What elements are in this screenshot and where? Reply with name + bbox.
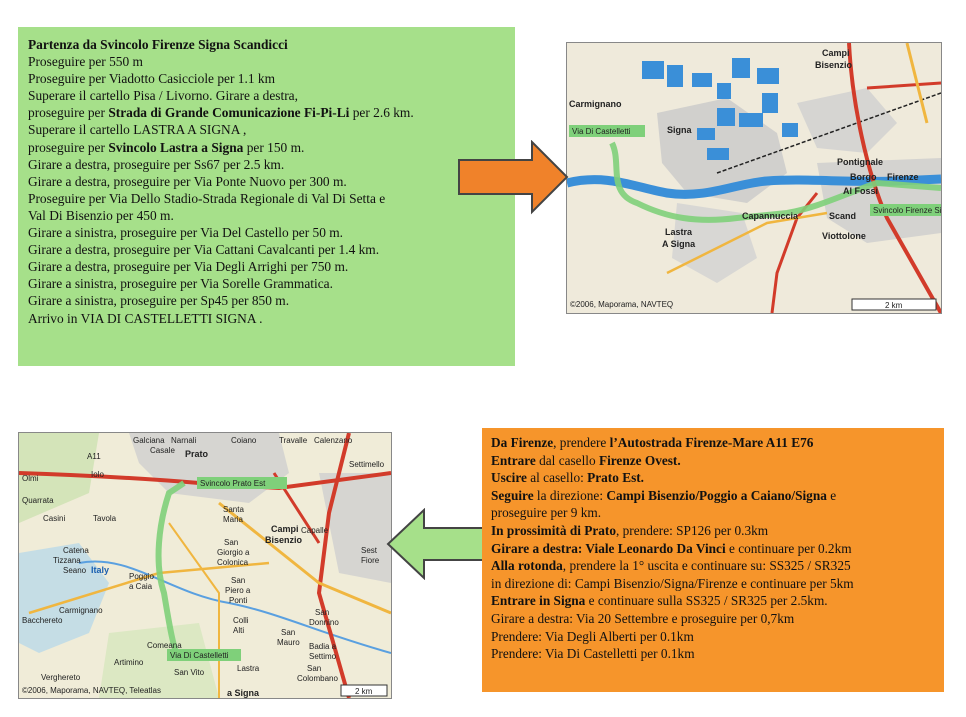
map-label: Firenze [887,172,919,182]
direction-text: e continuare sulla SS325 / SR325 per 2.5km. [585,593,828,609]
direction-text: Campi Bisenzio/Poggio a Caiano/Signa [606,487,827,503]
map-label: Galciana [133,436,165,445]
direction-text: per 2.6 km. [349,105,414,121]
direction-line [28,36,507,53]
map-signa [566,42,942,314]
map-label: Sest [361,546,378,555]
direction-text: Girare a destra, proseguire per Via Degli Arrighi per 750 m. [28,259,349,275]
direction-text: Prendere: Via Di Castelletti per 0.1km [491,646,695,662]
direction-text: la direzione: [533,487,607,503]
direction-line [28,241,507,258]
map-label: A Signa [662,239,696,249]
direction-text: Val Di Bisenzio per 450 m. [28,207,174,223]
map-label: Campi [822,48,850,58]
direction-text: Girare a sinistra, proseguire per Via Sorelle Grammatica. [28,276,333,292]
map-label: Prato [185,449,209,459]
map-scale: 2 km [885,301,903,310]
map-label: Iolo [91,470,104,479]
direction-text: Prendere: Via Degli Alberti per 0.1km [491,628,694,644]
map-label: Tavola [93,514,117,523]
direction-text: Svincolo Lastra a Signa [108,139,244,155]
direction-text: Proseguire per Viadotto Casicciole per 1.1 km [28,71,275,87]
direction-text: dal casello [535,452,599,468]
direction-text: Firenze Ovest. [598,452,681,468]
map-prato-label-destination: Via Di Castelletti [170,651,229,660]
direction-line [28,156,507,173]
map-label: Signa [667,125,692,135]
direction-text: , prendere la 1° uscita e continuare su: SS325 / SR325 [562,558,851,574]
direction-line [491,469,936,487]
direction-text: Entrare in Signa [491,593,586,609]
direction-line [491,610,936,628]
direction-line [491,628,936,646]
map-label: San [224,538,239,547]
direction-text: Proseguire per Via Dello Stadio-Strada Regionale di Val Di Setta e [28,190,386,206]
map-label: Mauro [277,638,300,647]
map-label: Catena [63,546,89,555]
direction-text: Girare a destra: Viale Leonardo Da Vinci [491,540,726,556]
map-label: Campi [271,524,299,534]
direction-line [28,70,507,87]
direction-line [491,504,936,522]
direction-text: Girare a destra: Via 20 Settembre e proseguire per 0,7km [491,610,795,626]
direction-text: Girare a sinistra, proseguire per Sp45 per 850 m. [28,293,290,309]
map-label: Bisenzio [815,60,853,70]
direction-text: Proseguire per 550 m [28,54,143,70]
map-label: Maria [223,515,244,524]
map-label: Colombano [297,674,338,683]
map-signa-label-destination: Via Di Castelletti [572,127,631,136]
map-label: A11 [87,452,101,461]
map-label: Italy [91,565,110,575]
map-label: Casale [150,446,175,455]
direction-line [491,434,936,452]
direction-line [28,173,507,190]
map-label: Poggio [129,572,154,581]
direction-text: , prendere [553,435,610,450]
direction-text: Girare a destra, proseguire per Via Cattani Cavalcanti per 1.4 km. [28,242,380,258]
direction-line [28,258,507,275]
direction-line [491,522,936,540]
map-label: Carmignano [59,606,103,615]
map-label: Piero a [225,586,251,595]
direction-text: proseguire per [28,105,109,121]
map-copyright: ©2006, Maporama, NAVTEQ [570,300,674,309]
map-label: San Vito [174,668,205,677]
map-label: Lastra [665,227,693,237]
map-label: San [307,664,322,673]
direction-line [28,139,507,156]
map-label: Olmi [22,474,39,483]
map-scale: 2 km [355,687,373,696]
direction-line [491,487,936,505]
map-label: Lastra [237,664,260,673]
direction-line [28,310,507,327]
direction-text: Partenza da Svincolo Firenze Signa Scandicci [28,37,288,52]
direction-text: Superare il cartello LASTRA A SIGNA , [28,122,247,138]
map-copyright: ©2006, Maporama, NAVTEQ, Teleatlas [22,686,161,695]
direction-line [28,53,507,70]
direction-line [28,224,507,241]
map-label: San [315,608,330,617]
map-label: Giorgio a [217,548,250,557]
direction-line [28,190,507,207]
direction-line [491,540,936,558]
direction-text: Strada di Grande Comunicazione Fi-Pi-Li [108,105,350,121]
direction-text: , prendere: SP126 per 0.3km [615,522,769,538]
direction-text: e continuare per 0.2km [725,540,852,556]
map-label: Capannuccia [742,211,799,221]
directions-from-signa-box [18,27,515,366]
map-label: Colonica [217,558,249,567]
map-label: Quarrata [22,496,54,505]
direction-text: proseguire per [28,139,109,155]
map-label: a Signa [227,688,260,698]
map-label: Scand [829,211,857,221]
direction-text: Uscire [491,470,527,486]
direction-text: proseguire per 9 km. [491,505,602,521]
direction-line [28,104,507,121]
direction-text: Prato Est. [587,470,644,486]
map-label: Verghereto [41,673,81,682]
direction-text: al casello: [526,470,588,486]
map-label: a Caia [129,582,153,591]
map-label: Al Fossi [843,186,879,196]
map-label: Viottolone [822,231,866,241]
direction-text: Girare a sinistra, proseguire per Via Del Castello per 50 m. [28,225,344,241]
map-label: Colli [233,616,249,625]
map-label: Travalle [279,436,308,445]
direction-line [491,645,936,663]
direction-line [491,575,936,593]
map-label: Settimello [349,460,385,469]
map-label: Comeana [147,641,182,650]
arrow-left-icon [386,508,486,580]
map-label: Badia a [309,642,337,651]
direction-line [28,87,507,104]
map-label: Tizzana [53,556,81,565]
map-label: Coiano [231,436,257,445]
map-label: Borgo [850,172,877,182]
direction-text: Girare a destra, proseguire per Ss67 per 2.5 km. [28,156,285,172]
map-label: Pontignale [837,157,884,167]
direction-text: l’Autostrada Firenze-Mare A11 E76 [609,435,814,450]
directions-from-firenze-box [482,428,944,692]
direction-text: in direzione di: Campi Bisenzio/Signa/Firenze e continuare per 5km [491,575,854,591]
direction-text: Entrare [491,452,536,468]
map-label: Donnino [309,618,339,627]
direction-text: e [826,487,837,503]
map-label: San [281,628,296,637]
map-label: Bisenzio [265,535,303,545]
map-label: Settimo [309,652,337,661]
map-label: Santa [223,505,244,514]
map-label: Narnali [171,436,197,445]
map-label: Bacchereto [22,616,63,625]
direction-line [28,207,507,224]
direction-line [491,592,936,610]
direction-line [491,452,936,470]
map-prato [18,432,392,699]
map-label: Fiore [361,556,380,565]
map-label: Ponti [229,596,248,605]
direction-text: per 150 m. [243,139,305,155]
map-label: Alti [233,626,245,635]
direction-text: Arrivo in VIA DI CASTELLETTI SIGNA . [28,310,263,326]
direction-text: Alla rotonda [491,558,563,574]
arrow-right-icon [457,140,569,215]
direction-text: Seguire [491,487,534,503]
map-label: Seano [63,566,87,575]
direction-line [28,292,507,309]
direction-line [491,557,936,575]
direction-text: Superare il cartello Pisa / Livorno. Girare a destra, [28,88,298,104]
map-prato-label-start: Svincolo Prato Est [200,479,266,488]
map-label: Calenzano [314,436,353,445]
direction-line [28,121,507,138]
map-label: San [231,576,246,585]
direction-line [28,275,507,292]
direction-text: Da Firenze [491,435,554,450]
direction-text: Girare a destra, proseguire per Via Ponte Nuovo per 300 m. [28,173,347,189]
map-label: Carmignano [569,99,622,109]
direction-text: In prossimità di Prato [491,522,616,538]
map-signa-label-start: Svincolo Firenze Si [873,206,941,215]
map-label: Casini [43,514,66,523]
map-label: Capalle [301,526,329,535]
map-label: Artimino [114,658,144,667]
